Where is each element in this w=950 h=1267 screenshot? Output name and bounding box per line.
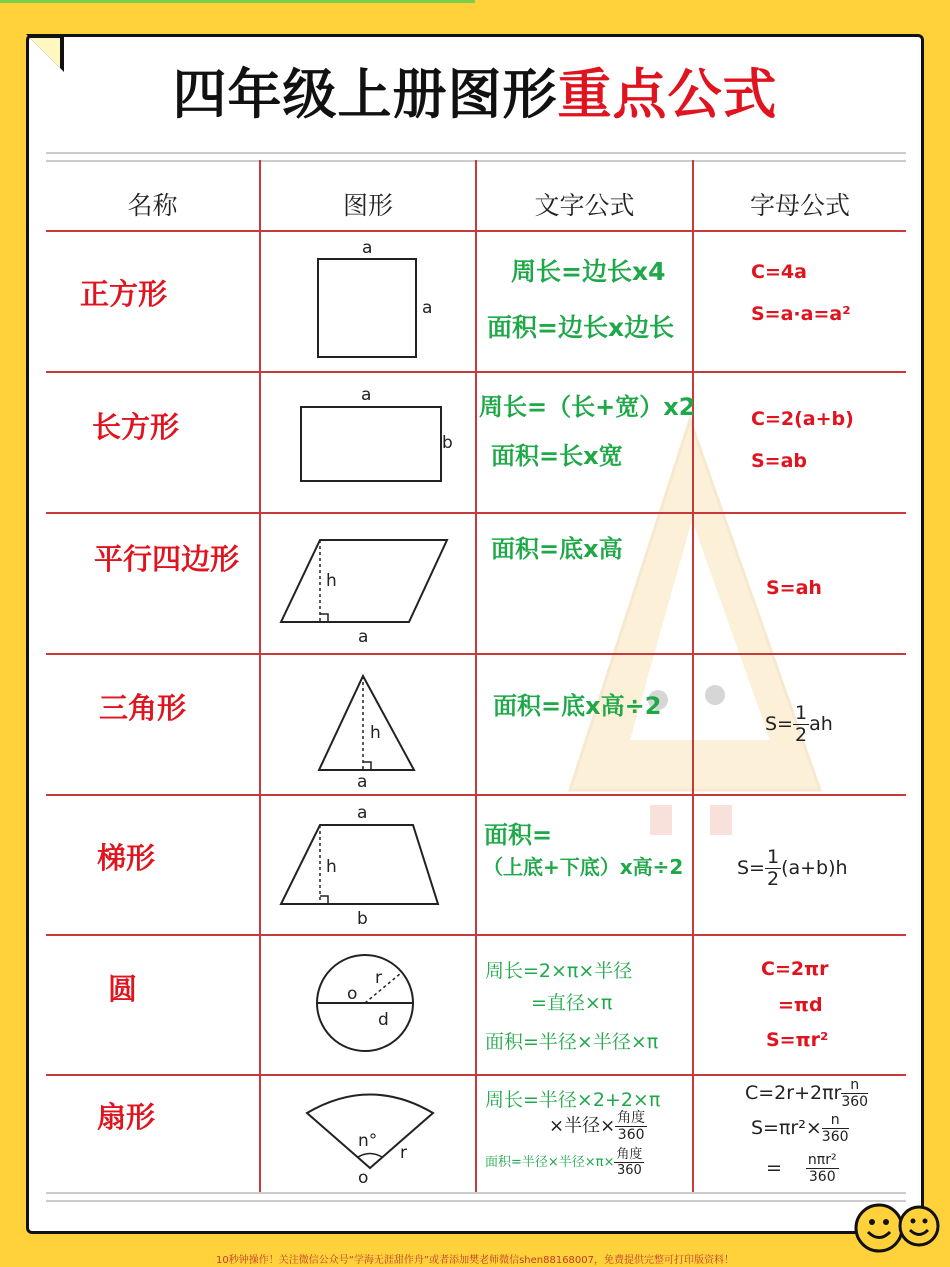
row-name-parallelogram: 平行四边形 — [94, 542, 240, 576]
parallelogram-label-base: a — [358, 627, 369, 647]
sector-letter-formula-3 — [766, 1153, 839, 1184]
row-name-sector: 扇形 — [97, 1100, 156, 1134]
grid-col-line — [692, 160, 694, 1192]
sector-figure — [300, 1090, 450, 1185]
grid-col-line — [475, 160, 477, 1192]
fraction-numerator: nπr² — [807, 1152, 837, 1168]
sector-letter-fraction-s — [822, 1113, 849, 1144]
fraction-numerator: n — [841, 1078, 868, 1094]
trapezoid-text-formula-2: （上底+下底）x高÷2 — [483, 855, 684, 879]
header-letter-formula: 字母公式 — [749, 191, 850, 220]
smiley-face-icon — [852, 1200, 944, 1256]
parallelogram-figure — [275, 530, 460, 650]
triangle-letter-prefix: S= — [765, 713, 793, 735]
parallelogram-letter-formula-1: S=ah — [766, 577, 822, 599]
triangle-letter-fraction — [793, 704, 809, 745]
circle-letter-formula-3: S=πr² — [766, 1029, 829, 1051]
row-name-circle: 圆 — [108, 972, 138, 1006]
trapezoid-text-formula-1: 面积= — [484, 821, 553, 849]
parallelogram-text-formula-1: 面积=底x高 — [491, 535, 623, 563]
page-title — [0, 52, 950, 129]
rectangle-text-formula-2: 面积=长x宽 — [491, 442, 623, 470]
row-name-rectangle: 长方形 — [92, 410, 180, 444]
sector-label-angle: n° — [358, 1131, 378, 1151]
row-name-square: 正方形 — [80, 277, 168, 311]
row-name-trapezoid: 梯形 — [97, 841, 156, 875]
circle-label-diameter: d — [378, 1010, 389, 1030]
fraction-numerator: n — [822, 1113, 849, 1129]
circle-text-formula-3: 面积=半径×半径×π — [485, 1031, 659, 1053]
fraction-denominator: 360 — [808, 1169, 836, 1185]
square-letter-formula-1: C=4a — [751, 261, 807, 283]
fraction-numerator: 1 — [794, 702, 808, 724]
fraction-numerator: 1 — [766, 846, 780, 868]
footer-notice: 10秒钟操作！关注微信公众号“学海无涯甜作舟”或者添加樊老师微信shen88168007，免费提供完整可打印版资料！ — [215, 1255, 735, 1266]
header-text-formula: 文字公式 — [534, 191, 635, 220]
rectangle-label-top: a — [361, 385, 372, 405]
fraction-denominator: 360 — [841, 1094, 869, 1110]
sector-letter-formula-1 — [745, 1078, 868, 1109]
sector-letter-c: C=2r+2πr — [745, 1082, 842, 1104]
grid-top-line — [46, 152, 906, 154]
triangle-label-height: h — [370, 723, 381, 743]
trapezoid-letter-fraction — [765, 848, 781, 889]
square-letter-formula-2: S=a·a=a² — [751, 303, 851, 325]
sector-letter-fraction-c — [841, 1078, 868, 1109]
trapezoid-label-top: a — [357, 803, 368, 823]
sector-text-line3: 面积=半径×半径×π× — [485, 1155, 615, 1170]
parallelogram-label-height: h — [326, 571, 337, 591]
grid-bottom-line-2 — [46, 1200, 906, 1202]
sector-text-fraction — [615, 1111, 647, 1142]
sector-label-radius: r — [400, 1143, 407, 1163]
circle-letter-formula-1: C=2πr — [761, 958, 829, 980]
sector-letter-formula-2 — [751, 1113, 849, 1144]
trapezoid-letter-suffix: (a+b)h — [781, 857, 848, 879]
triangle-figure — [310, 668, 430, 790]
fraction-denominator: 360 — [821, 1129, 849, 1145]
square-label-top: a — [362, 238, 373, 258]
square-figure — [300, 235, 450, 365]
circle-label-center: o — [347, 984, 358, 1004]
fraction-numerator: 角度 — [616, 1147, 643, 1162]
sector-label-center: o — [358, 1168, 369, 1185]
circle-text-formula-2: =直径×π — [531, 992, 613, 1014]
circle-text-formula-1: 周长=2×π×半径 — [485, 960, 633, 982]
rectangle-letter-formula-2: S=ab — [751, 450, 808, 472]
fraction-denominator: 360 — [617, 1127, 645, 1143]
circle-letter-formula-2: =πd — [778, 994, 823, 1016]
title-highlight: 重点公式 — [557, 63, 778, 126]
sector-letter-eq: = — [766, 1157, 782, 1179]
rectangle-figure — [290, 380, 470, 490]
sector-letter-s: S=πr²× — [751, 1117, 822, 1139]
circle-label-radius: r — [375, 968, 382, 988]
trapezoid-letter-prefix: S= — [737, 857, 765, 879]
square-text-formula-1: 周长=边长x4 — [511, 257, 666, 286]
circle-figure — [305, 945, 425, 1065]
triangle-label-base: a — [357, 772, 368, 790]
triangle-letter-suffix: ah — [809, 713, 833, 735]
square-text-formula-2: 面积=边长x边长 — [487, 313, 675, 342]
header-name: 名称 — [127, 191, 178, 220]
sector-letter-fraction-eq — [806, 1153, 839, 1184]
fraction-denominator: 2 — [794, 724, 808, 746]
sector-text-line2: ×半径× — [549, 1115, 616, 1137]
fraction-denominator: 2 — [766, 868, 780, 890]
sector-text-fraction-2 — [614, 1148, 644, 1177]
top-accent-line — [0, 0, 475, 3]
sector-text-formula-1: 周长=半径×2+2×π — [485, 1089, 661, 1111]
rectangle-text-formula-1: 周长=（长+宽）x2 — [479, 393, 696, 421]
grid-col-line — [259, 160, 261, 1192]
title-main: 四年级上册图形 — [172, 63, 558, 126]
sector-text-formula-2 — [549, 1111, 647, 1142]
triangle-text-formula-1: 面积=底x高÷2 — [493, 692, 662, 720]
square-label-side: a — [422, 298, 433, 318]
fraction-numerator: 角度 — [617, 1110, 646, 1126]
fraction-denominator: 360 — [617, 1163, 642, 1178]
ruler-mascot-watermark — [540, 410, 840, 840]
rectangle-label-side: b — [442, 433, 453, 453]
rectangle-letter-formula-1: C=2(a+b) — [751, 408, 854, 430]
triangle-letter-formula — [765, 704, 833, 745]
trapezoid-letter-formula — [737, 848, 848, 889]
trapezoid-figure — [275, 800, 450, 930]
sector-text-formula-3 — [485, 1148, 644, 1177]
row-name-triangle: 三角形 — [99, 691, 187, 725]
trapezoid-label-height: h — [326, 857, 337, 877]
trapezoid-label-base: b — [357, 909, 368, 929]
grid-bottom-line — [46, 1192, 906, 1194]
header-shape: 图形 — [342, 191, 393, 220]
